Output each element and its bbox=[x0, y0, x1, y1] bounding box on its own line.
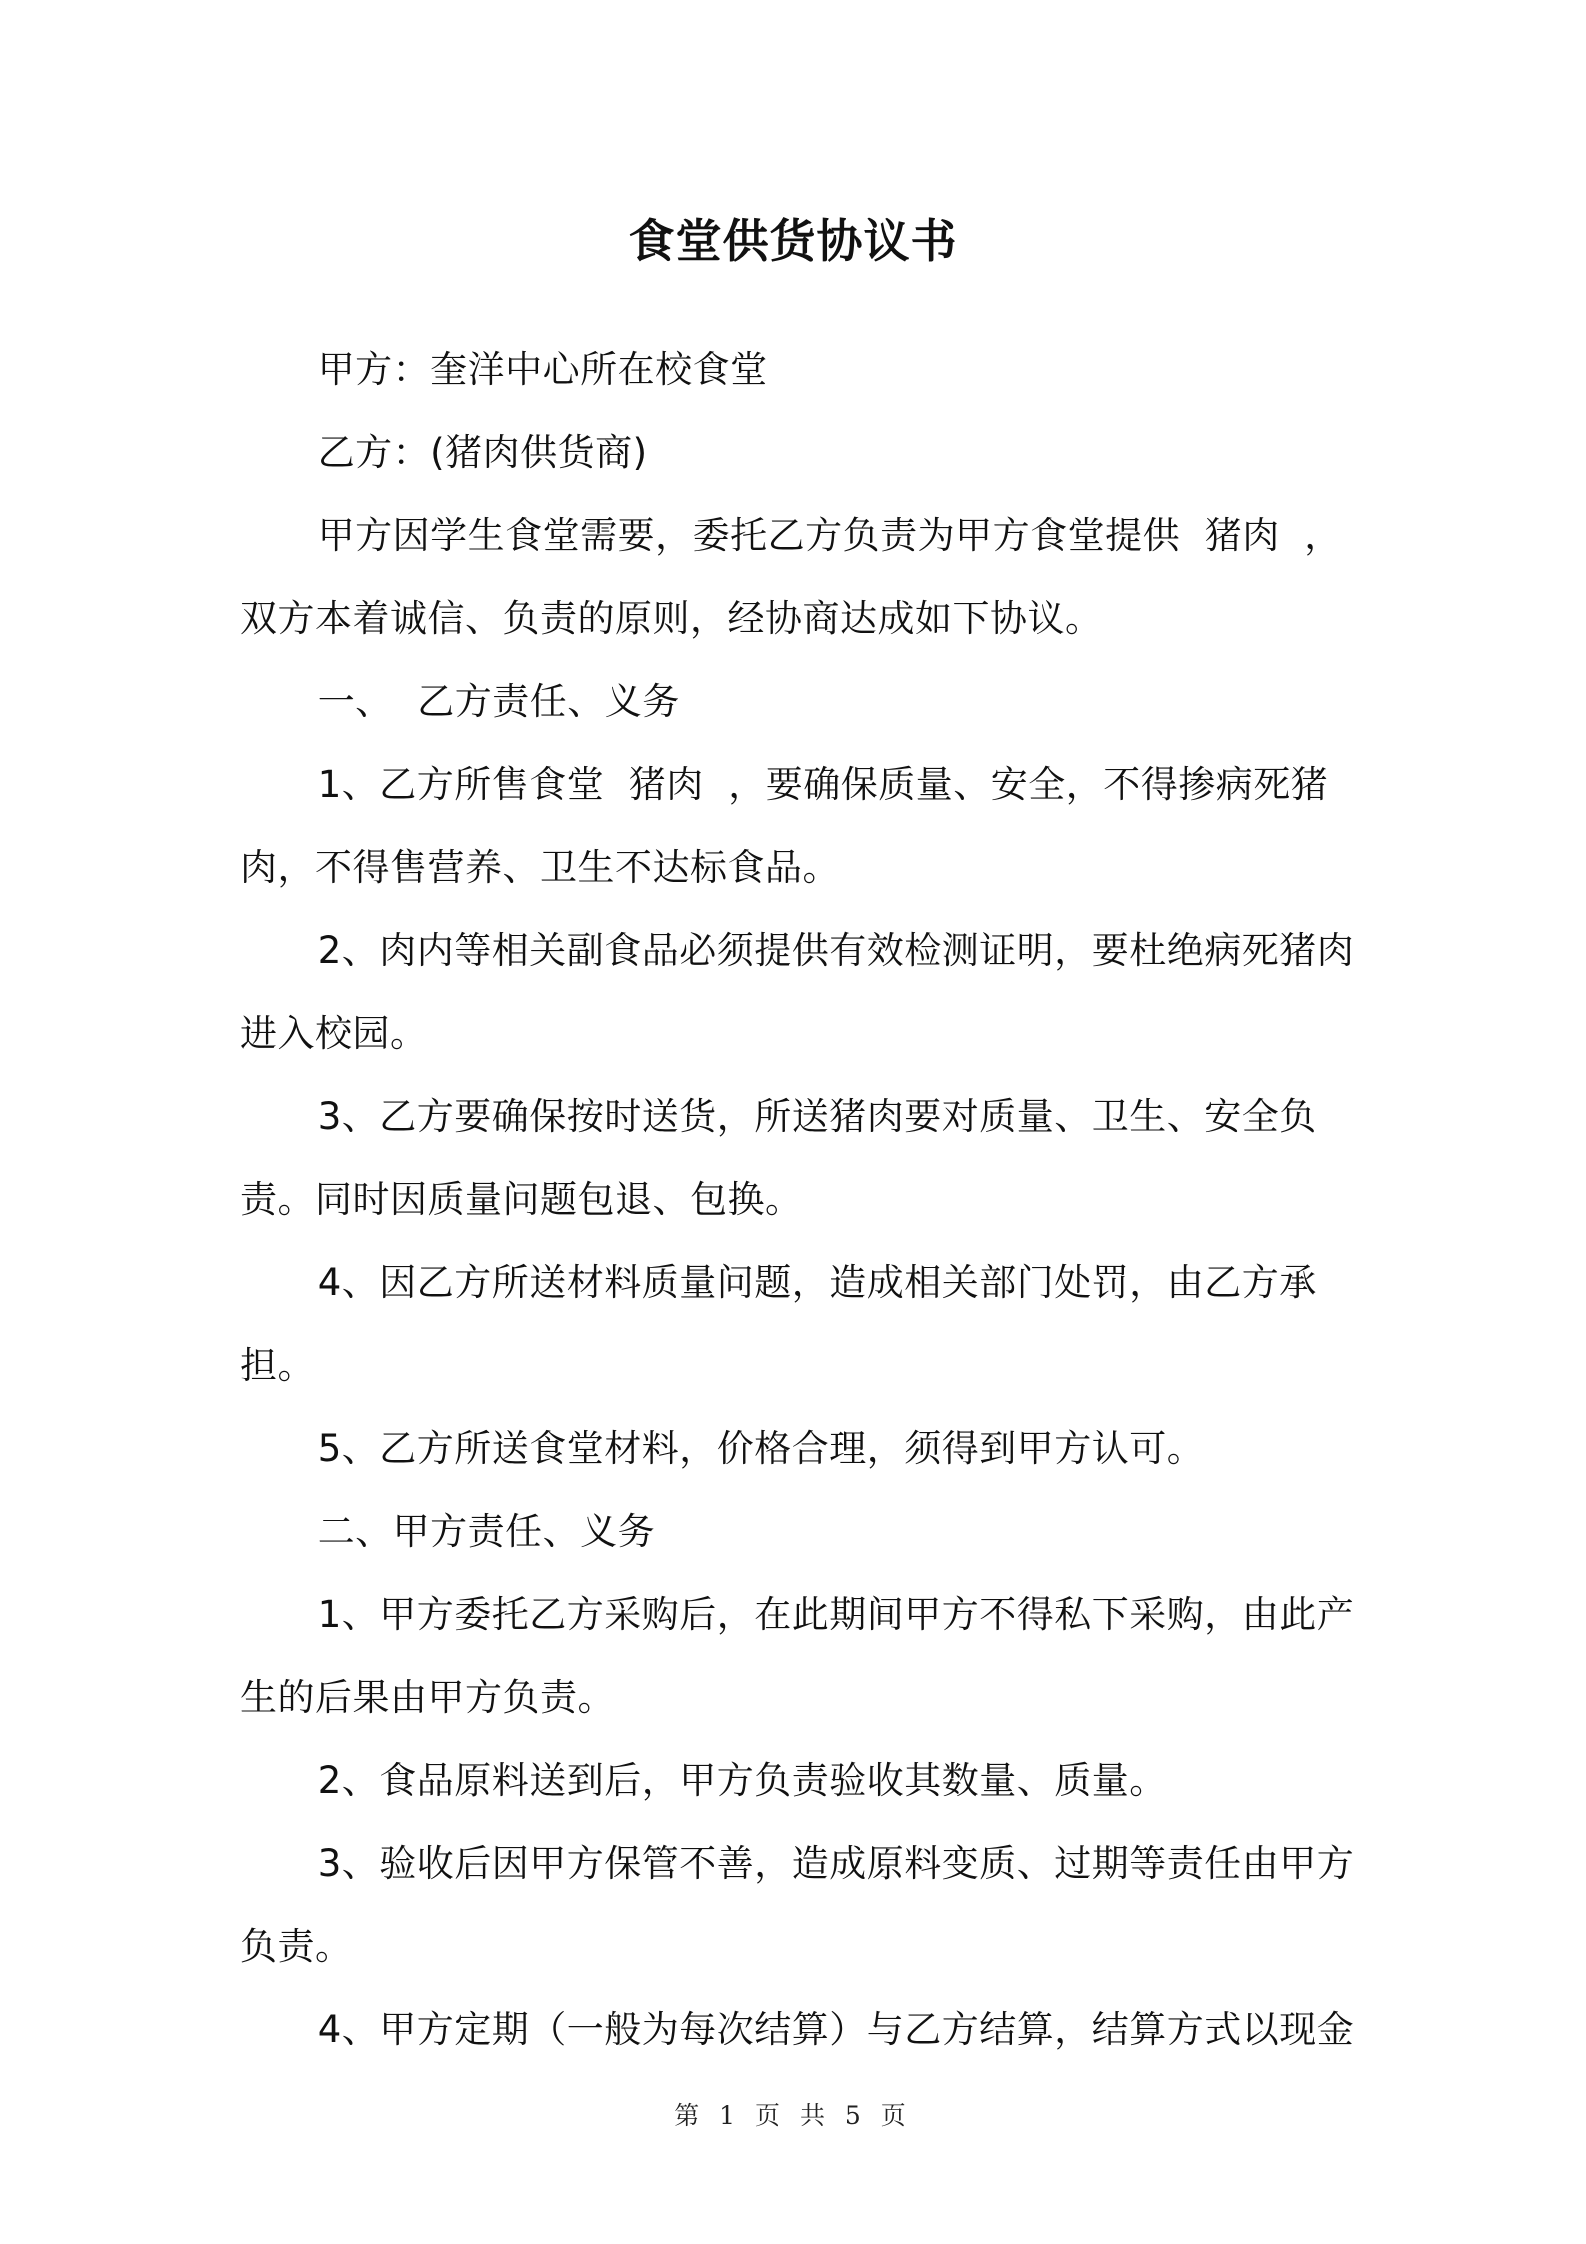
b-duty-item-3: 3、乙方要确保按时送货，所送猪肉要对质量、卫生、安全负责。同时因质量问题包退、包换。 bbox=[240, 1095, 1317, 1221]
a-duty-item-4: 4、甲方定期（一般为每次结算）与乙方结算，结算方式以现金 bbox=[317, 2008, 1355, 2051]
section-heading-b-duties: 一、 乙方责任、义务 bbox=[317, 680, 680, 723]
page-number-footer: 第 1 页 共 5 页 bbox=[674, 2101, 912, 2130]
a-duty-item-3: 3、验收后因甲方保管不善，造成原料变质、过期等责任由甲方负责。 bbox=[240, 1842, 1355, 1968]
section-heading-a-duties: 二、甲方责任、义务 bbox=[317, 1510, 656, 1553]
a-duty-item-2: 2、食品原料送到后，甲方负责验收其数量、质量。 bbox=[317, 1759, 1167, 1802]
b-duty-item-2: 2、肉内等相关副食品必须提供有效检测证明，要杜绝病死猪肉进入校园。 bbox=[240, 929, 1355, 1055]
document-body bbox=[240, 328, 1370, 2071]
b-duty-item-1: 1、乙方所售食堂 猪肉 ，要确保质量、安全，不得掺病死猪肉，不得售营养、卫生不达标食品。 bbox=[240, 763, 1329, 889]
a-duty-item-1: 1、甲方委托乙方采购后，在此期间甲方不得私下采购，由此产生的后果由甲方负责。 bbox=[240, 1593, 1355, 1719]
b-duty-item-4: 4、因乙方所送材料质量问题，造成相关部门处罚，由乙方承担。 bbox=[240, 1261, 1317, 1387]
b-duty-item-5: 5、乙方所送食堂材料，价格合理，须得到甲方认可。 bbox=[317, 1427, 1205, 1470]
intro-paragraph: 甲方因学生食堂需要，委托乙方负责为甲方食堂提供 猪肉 ，双方本着诚信、负责的原则，经协商达成如下协议。 bbox=[240, 514, 1342, 640]
party-a-line: 甲方：奎洋中心所在校食堂 bbox=[317, 348, 768, 391]
document-title: 食堂供货协议书 bbox=[628, 214, 958, 268]
party-b-line: 乙方：(猪肉供货商) bbox=[317, 431, 648, 474]
